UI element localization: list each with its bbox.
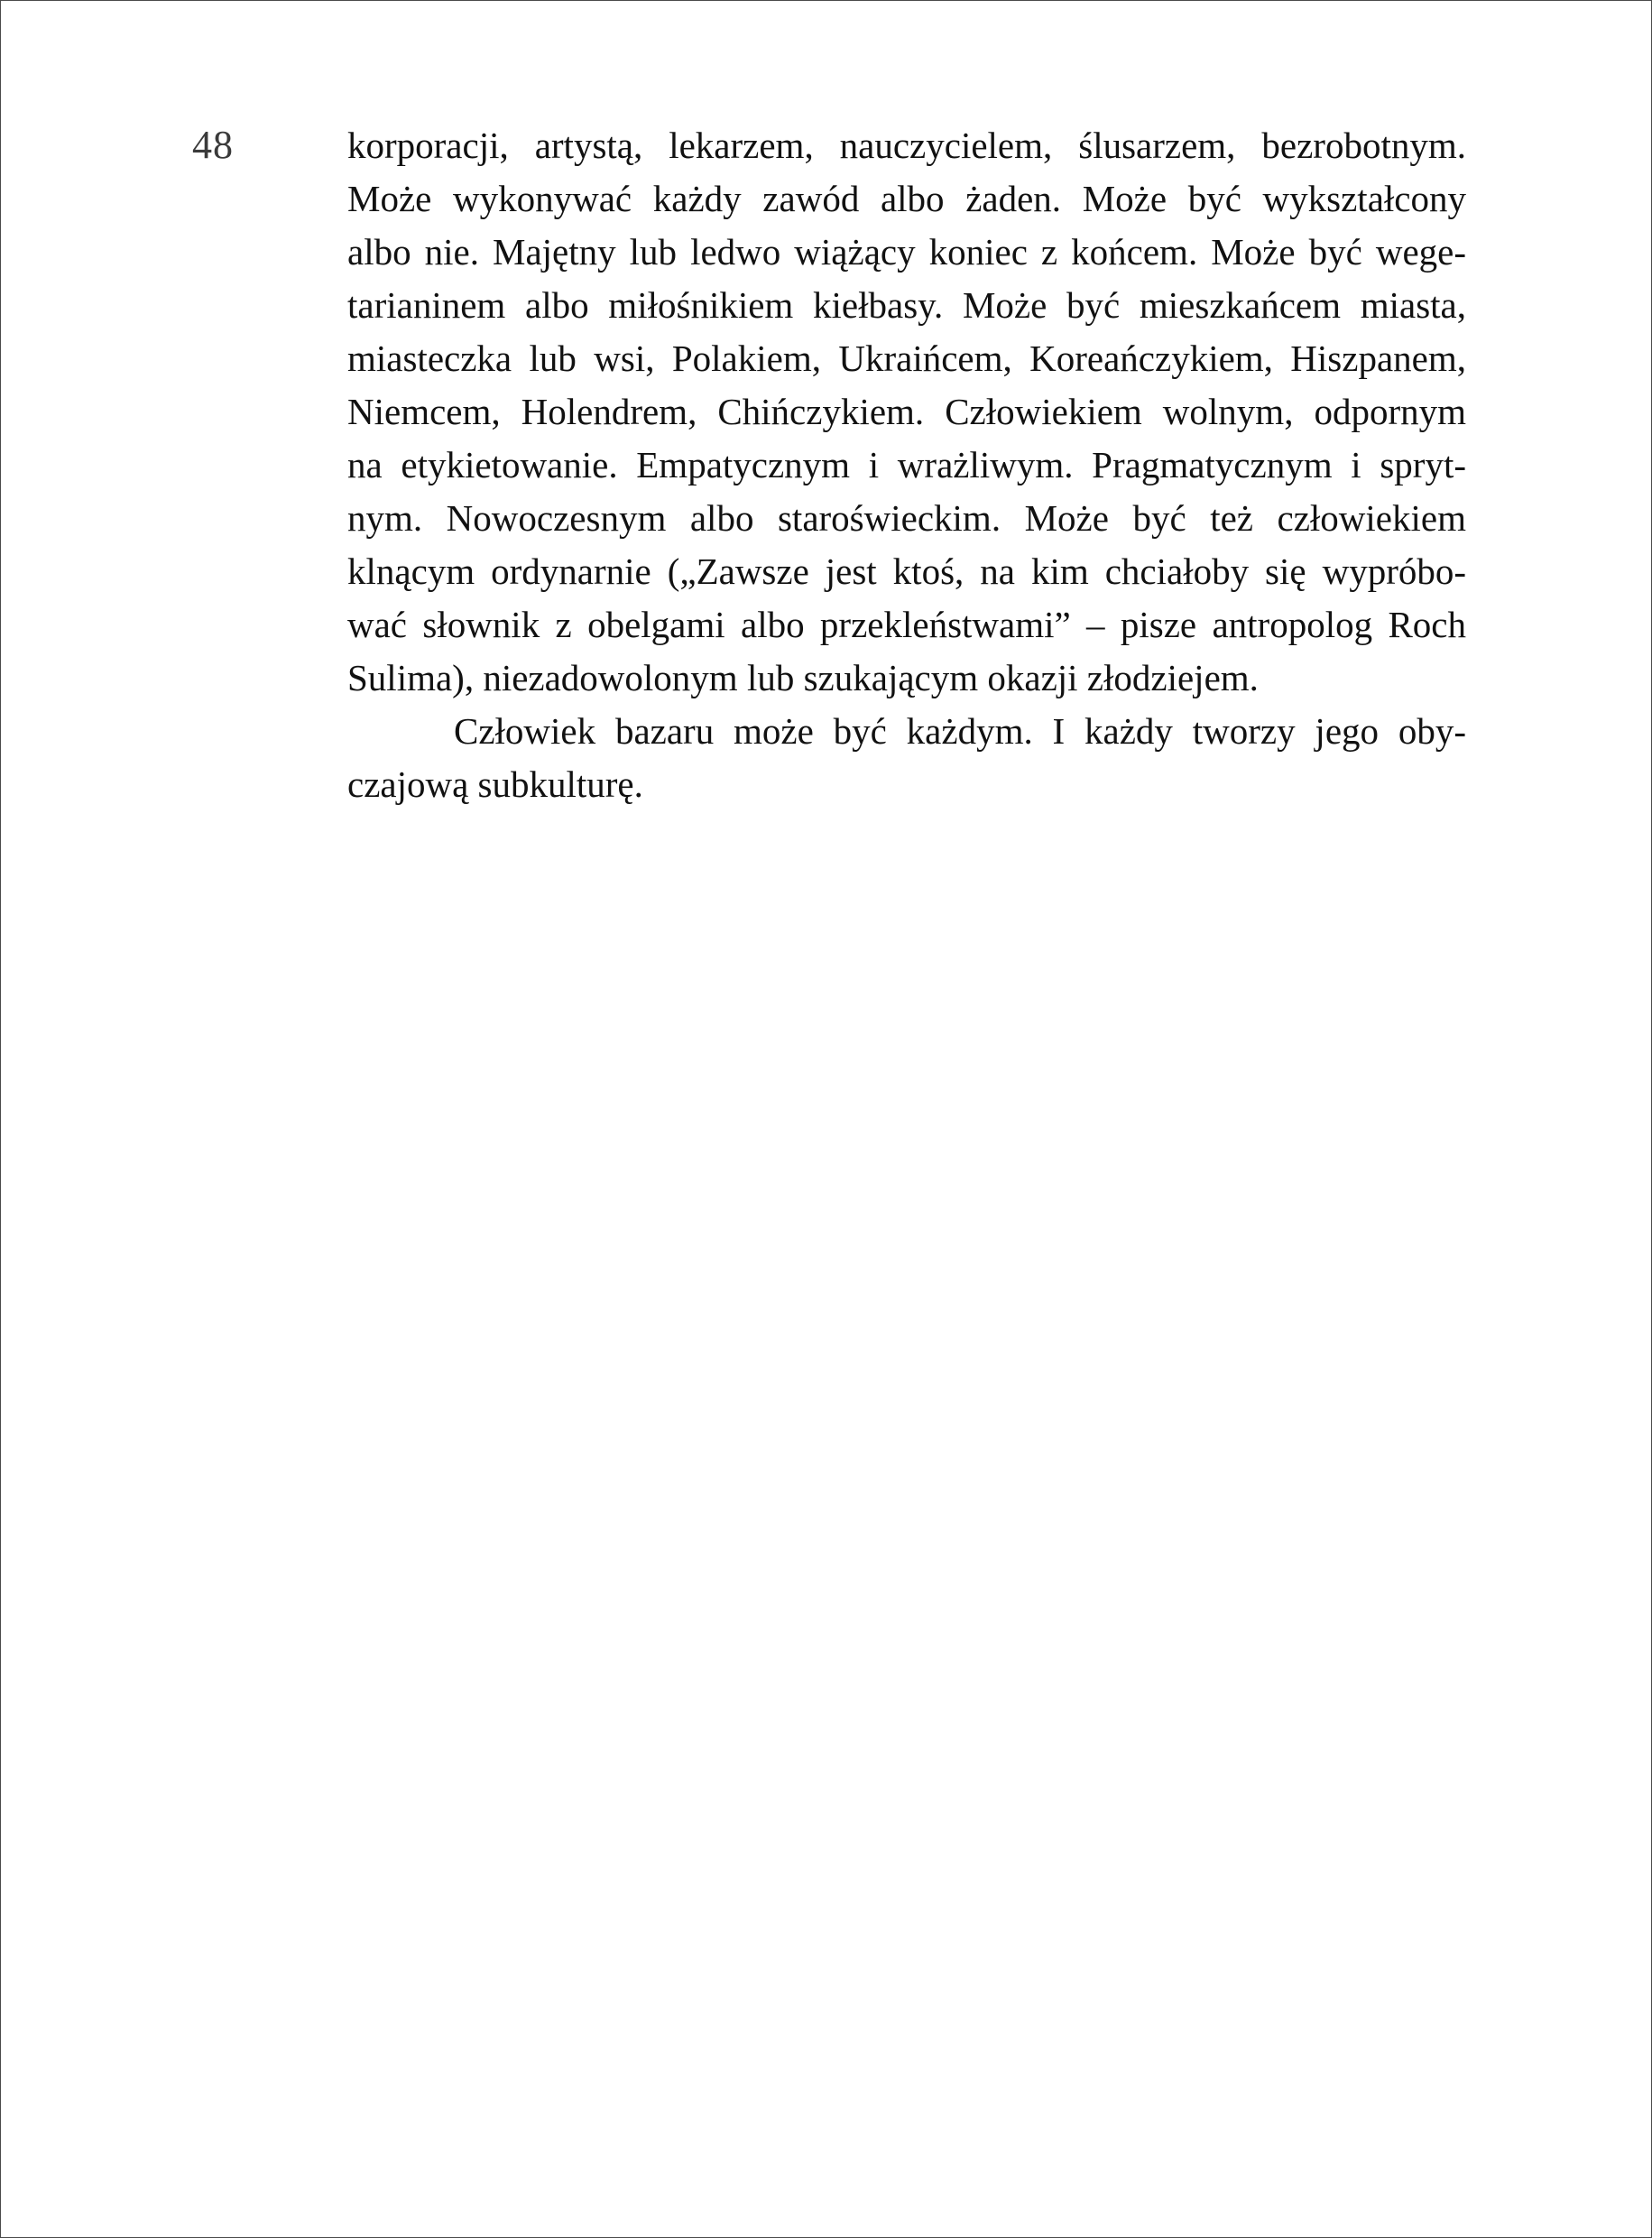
body-text: [347, 118, 1466, 810]
text-line: korporacji, artystą, lekarzem, nauczycielem, ślusarzem, bezrobotnym.: [347, 125, 1466, 166]
text-line: miasteczka lub wsi, Polakiem, Ukraińcem, Koreańczykiem, Hiszpanem,: [347, 338, 1466, 379]
text-line: wać słownik z obelgami albo przekleństwami” – pisze antropolog Roch: [347, 604, 1466, 645]
text-line: czajową subkulturę.: [347, 763, 643, 805]
text-line: nym. Nowoczesnym albo staroświeckim. Może być też człowiekiem: [347, 497, 1466, 539]
paragraph-2: [347, 704, 1466, 810]
text-line: Może wykonywać każdy zawód albo żaden. Może być wykształcony: [347, 178, 1466, 219]
text-line: Człowiek bazaru może być każdym. I każdy tworzy jego oby-: [454, 710, 1466, 752]
text-line: tarianinem albo miłośnikiem kiełbasy. Może być mieszkańcem miasta,: [347, 284, 1466, 326]
text-line: Sulima), niezadowolonym lub szukającym okazji złodziejem.: [347, 657, 1259, 698]
page-number: 48: [192, 123, 234, 167]
text-line: klnącym ordynarnie („Zawsze jest ktoś, na kim chciałoby się wypróbo-: [347, 550, 1466, 592]
text-line: na etykietowanie. Empatycznym i wrażliwym. Pragmatycznym i spryt-: [347, 444, 1466, 486]
paragraph-1: [347, 118, 1466, 704]
text-line: Niemcem, Holendrem, Chińczykiem. Człowiekiem wolnym, odpornym: [347, 391, 1466, 432]
text-line: albo nie. Majętny lub ledwo wiążący koniec z końcem. Może być wege-: [347, 231, 1466, 273]
